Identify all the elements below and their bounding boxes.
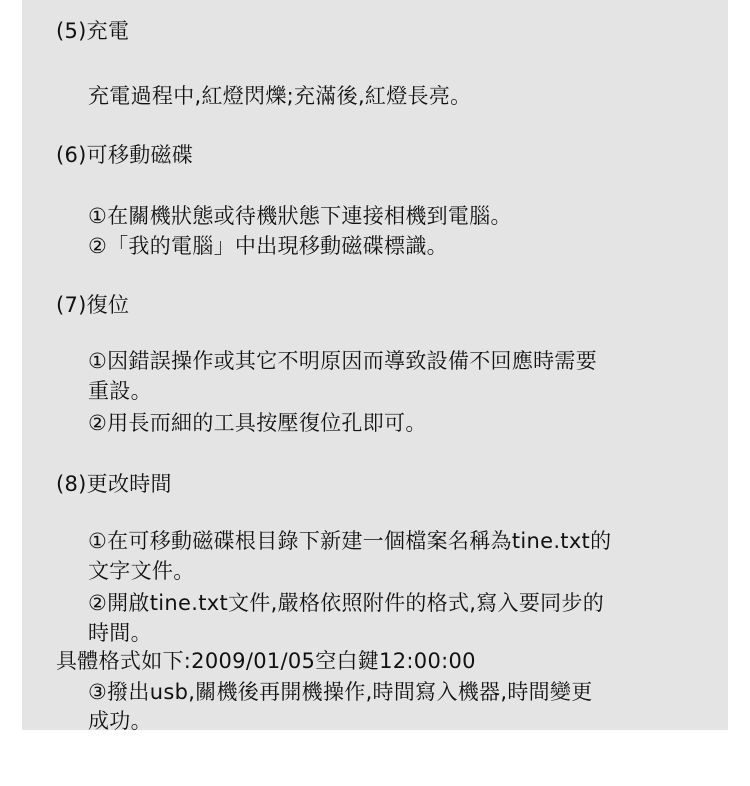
section-text-line: ③撥出usb,關機後再開機操作,時間寫入機器,時間變更 [88,680,593,704]
section-heading-change-time: (8)更改時間 [56,472,172,496]
section-text-line: ①在可移動磁碟根目錄下新建一個檔案名稱為tine.txt的 [88,529,612,553]
section-text-line-format: 具體格式如下:2009/01/05空白鍵12:00:00 [56,649,476,673]
section-heading-reset: (7)復位 [56,293,130,317]
section-text-line: ②用長而細的工具按壓復位孔即可。 [88,411,427,435]
section-heading-charging: (5)充電 [56,19,130,43]
section-text-line: ①在關機狀態或待機狀態下連接相機到電腦。 [88,204,512,228]
section-text-line: ②開啟tine.txt文件,嚴格依照附件的格式,寫入要同步的 [88,591,605,615]
section-text-line: 重設。 [88,379,152,403]
section-text-line: 成功。 [88,709,152,733]
section-text-line: 時間。 [88,621,152,645]
section-text-line: 文字文件。 [88,559,195,583]
section-text-line: 充電過程中,紅燈閃爍;充滿後,紅燈長亮。 [88,84,472,108]
section-text-line: ②「我的電腦」中出現移動磁碟標識。 [88,234,448,258]
section-heading-removable-disk: (6)可移動磁碟 [56,143,194,167]
section-text-line: ①因錯誤操作或其它不明原因而導致設備不回應時需要 [88,349,598,373]
